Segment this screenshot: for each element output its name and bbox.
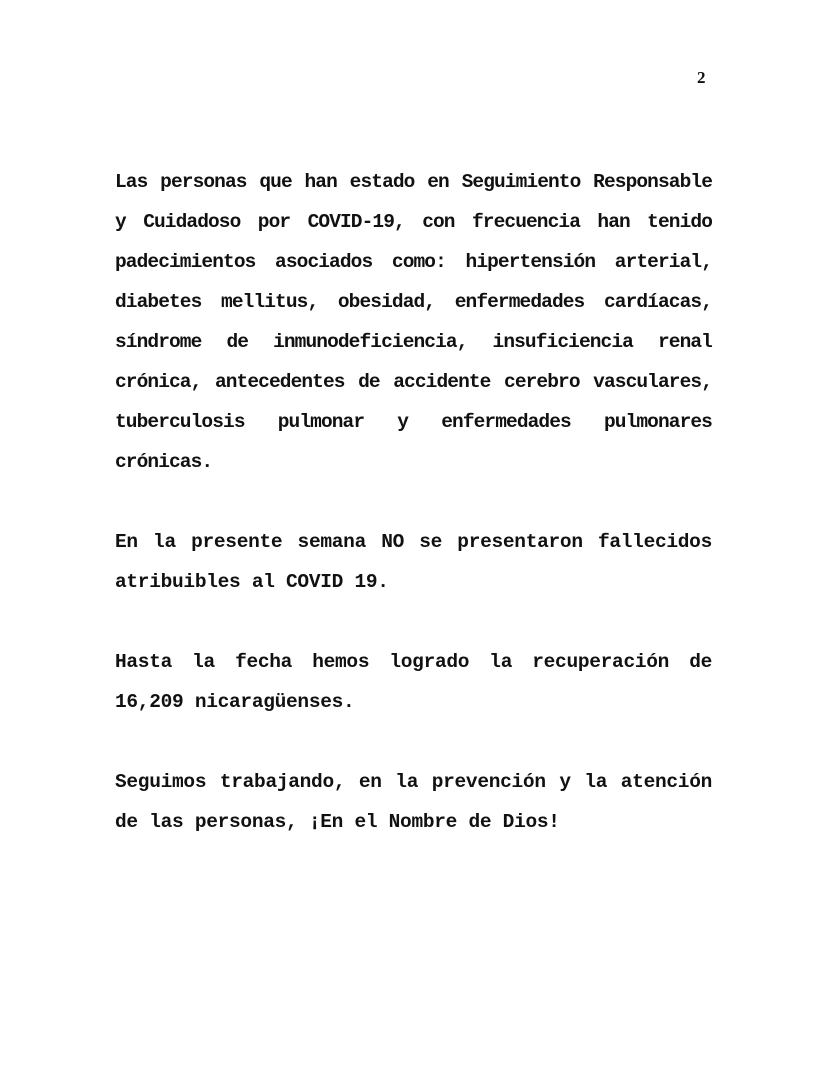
page-number: 2 — [697, 68, 706, 87]
paragraph-deaths: En la presente semana NO se presentaron fallecidos atribuibles al COVID 19. — [115, 531, 712, 593]
paragraph-recoveries: Hasta la fecha hemos logrado la recuperación de 16,209 nicaragüenses. — [115, 651, 712, 713]
paragraph-closing: Seguimos trabajando, en la prevención y la atención de las personas, ¡En el Nombre de Dios! — [115, 771, 712, 833]
paragraph-comorbidities: Las personas que han estado en Seguimiento Responsable y Cuidadoso por COVID-19, con frecuencia han tenido padecimientos asociados como: hipertensión arterial, diabetes mellitus, obesidad, enfermedades cardíacas, síndrome de inmunodeficiencia, insuficiencia renal crónica, antecedentes de accidente cerebro vasculares, tuberculosis pulmonar y enfermedades pulmonares crónicas. — [115, 171, 712, 473]
